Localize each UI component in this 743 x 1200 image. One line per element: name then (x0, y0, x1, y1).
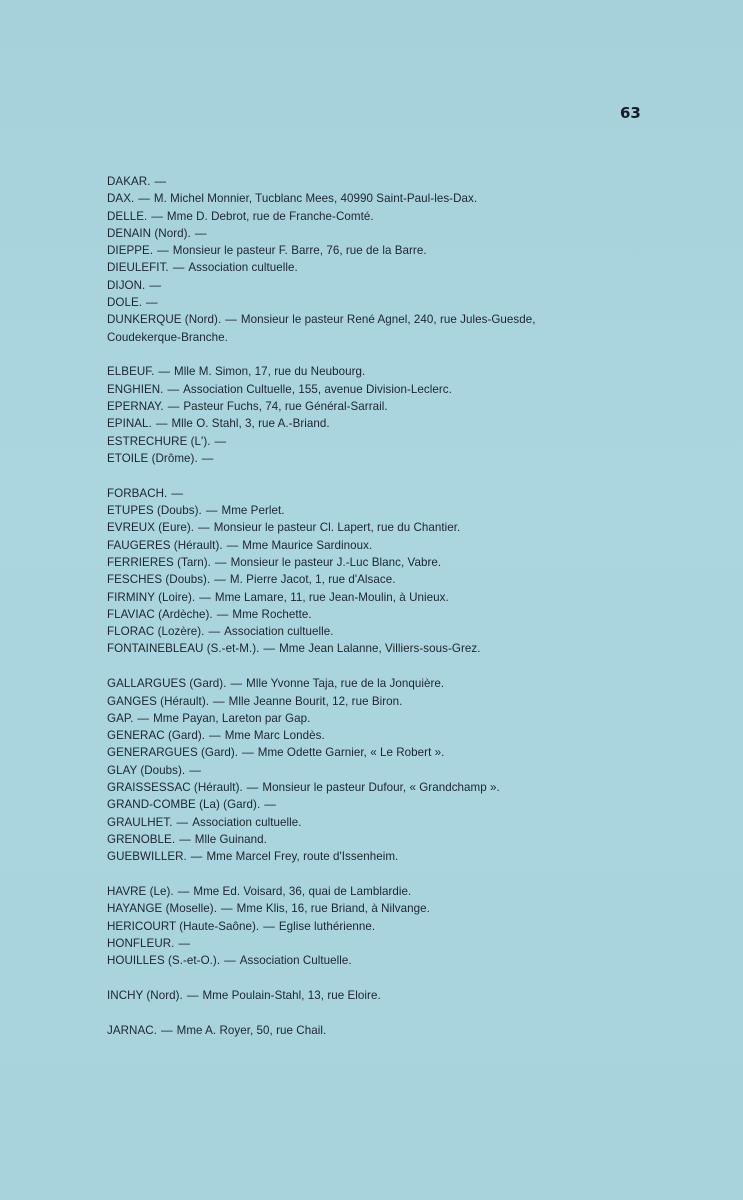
entry-dash: — (242, 746, 254, 760)
entry-place: GANGES (Hérault). (107, 694, 209, 708)
directory-entry (107, 554, 707, 571)
directory-entry (107, 571, 707, 588)
entry-dash: — (264, 798, 276, 812)
entry-detail: Pasteur Fuchs, 74, rue Général-Sarrail. (183, 400, 388, 414)
entry-place: FERRIERES (Tarn). (107, 555, 211, 569)
entry-place: FONTAINEBLEAU (S.-et-M.). (107, 642, 260, 656)
entry-detail: Mme Lamare, 11, rue Jean-Moulin, à Unieux. (214, 590, 449, 604)
entry-detail: Mme Klis, 16, rue Briand, à Nilvange. (236, 902, 430, 916)
entry-place: DENAIN (Nord). (107, 226, 191, 240)
entry-detail: Association cultuelle. (188, 261, 298, 275)
entry-place: FIRMINY (Loire). (107, 590, 196, 604)
directory-entry (107, 744, 707, 761)
entry-place: FORBACH. (107, 486, 168, 500)
entry-place: DOLE. (107, 296, 143, 310)
entry-dash: — (263, 642, 276, 656)
entry-dash: — (157, 244, 169, 258)
entry-detail: M. Pierre Jacot, 1, rue d'Alsace. (229, 573, 396, 587)
directory-entry (107, 883, 707, 900)
directory-entry (107, 935, 707, 952)
entry-dash: — (167, 382, 180, 396)
entry-detail: Mme Rochette. (232, 607, 312, 621)
directory-entry (107, 519, 707, 536)
entry-place: GRAULHET. (107, 815, 173, 829)
entry-dash: — (199, 590, 211, 604)
entry-detail: Mlle O. Stahl, 3, rue A.-Briand. (171, 417, 330, 431)
entry-dash: — (167, 400, 180, 414)
entry-detail: Mme Ed. Voisard, 36, quai de Lamblardie. (193, 884, 412, 898)
directory-entry (107, 190, 707, 207)
directory-entry (107, 433, 707, 450)
entry-dash: — (171, 486, 183, 500)
directory-entry (107, 796, 707, 813)
entry-detail: Mlle M. Simon, 17, rue du Neubourg. (174, 365, 366, 379)
entry-dash: — (201, 451, 214, 465)
entry-place: DIEULEFIT. (107, 261, 169, 275)
entry-place: GAP. (107, 711, 134, 725)
entry-detail: Monsieur le pasteur J.-Luc Blanc, Vabre. (230, 555, 442, 569)
directory-entry (107, 502, 707, 519)
entry-place: HERICOURT (Haute-Saône). (107, 919, 260, 933)
entry-place: GENERARGUES (Gard). (107, 746, 239, 760)
entry-place: ETUPES (Doubs). (107, 504, 202, 518)
entry-dash: — (214, 434, 227, 448)
entry-dash: — (186, 988, 199, 1002)
entry-place: EPINAL. (107, 417, 152, 431)
directory-entry (107, 363, 707, 380)
letter-group-i (107, 987, 707, 1004)
directory-entry (107, 450, 707, 467)
entry-detail: Monsieur le pasteur René Agnel, 240, rue Jules-Guesde, (240, 313, 536, 327)
directory-entry (107, 277, 707, 294)
directory-entry (107, 814, 707, 831)
entry-detail: Association Cultuelle, 155, avenue Division-Leclerc. (183, 382, 452, 396)
entry-dash: — (216, 607, 229, 621)
entry-place: GENERAC (Gard). (107, 729, 206, 743)
directory-entry (107, 987, 707, 1004)
directory-entry (107, 831, 707, 848)
entry-dash: — (190, 850, 203, 864)
entry-continuation: Coudekerque-Branche. (107, 330, 228, 344)
directory-entry (107, 779, 707, 796)
directory-entry (107, 848, 707, 865)
directory-entry (107, 485, 707, 502)
entry-place: EVREUX (Eure). (107, 521, 195, 535)
entry-detail: Mme Odette Garnier, « Le Robert ». (257, 746, 445, 760)
entry-dash: — (198, 521, 210, 535)
entry-place: ESTRECHURE (L'). (107, 434, 211, 448)
entry-dash: — (138, 192, 150, 206)
entry-dash: — (224, 954, 236, 968)
entry-detail: Mme Marcel Frey, route d'Issenheim. (206, 850, 399, 864)
entry-dash: — (149, 278, 161, 292)
entry-detail: Mme D. Debrot, rue de Franche-Comté. (166, 209, 374, 223)
directory-entry (107, 242, 707, 259)
entry-dash: — (137, 711, 150, 725)
entry-place: GUEBWILLER. (107, 850, 187, 864)
entry-detail: Monsieur le pasteur Dufour, « Grandchamp ». (262, 781, 500, 794)
entry-dash: — (225, 313, 237, 327)
entry-place: ETOILE (Drôme). (107, 451, 198, 465)
entry-detail: Mme A. Royer, 50, rue Chail. (176, 1023, 327, 1037)
entry-dash: — (208, 625, 221, 639)
letter-group-j (107, 1022, 707, 1039)
entry-dash: — (214, 555, 227, 569)
entry-dash: — (146, 296, 158, 310)
letter-group-g (107, 675, 707, 865)
entry-place: GALLARGUES (Gard). (107, 677, 227, 691)
directory-entry (107, 675, 707, 692)
entry-place: DIEPPE. (107, 244, 154, 258)
entry-place: GLAY (Doubs). (107, 763, 186, 777)
directory-entry (107, 727, 707, 744)
entry-detail: Mme Marc Londès. (224, 729, 325, 743)
directory-entry (107, 693, 707, 710)
entry-place: EPERNAY. (107, 400, 164, 414)
directory-entries (107, 173, 707, 1039)
entry-place: GRENOBLE. (107, 832, 176, 846)
directory-entry (107, 952, 707, 969)
entry-detail: Monsieur le pasteur Cl. Lapert, rue du Chantier. (213, 521, 461, 535)
entry-detail: Association cultuelle. (224, 625, 334, 639)
entry-detail: Association cultuelle. (192, 815, 302, 829)
entry-detail: Mlle Yvonne Taja, rue de la Jonquière. (246, 677, 445, 691)
directory-entry (107, 606, 707, 623)
directory-entry (107, 710, 707, 727)
entry-place: HOUILLES (S.-et-O.). (107, 954, 221, 968)
entry-place: FESCHES (Doubs). (107, 573, 211, 587)
entry-detail: Mme Perlet. (221, 504, 285, 518)
entry-dash: — (179, 832, 191, 846)
entry-dash: — (154, 175, 167, 188)
directory-entry (107, 623, 707, 640)
letter-group-d (107, 173, 707, 346)
entry-place: ENGHIEN. (107, 382, 164, 396)
entry-place: FLORAC (Lozère). (107, 625, 205, 639)
entry-place: DIJON. (107, 278, 146, 292)
directory-entry (107, 589, 707, 606)
entry-dash: — (230, 677, 243, 691)
entry-place: GRAND-COMBE (La) (Gard). (107, 798, 261, 812)
entry-place: DELLE. (107, 209, 148, 223)
directory-entry (107, 311, 707, 346)
letter-group-f (107, 485, 707, 658)
directory-entry (107, 259, 707, 276)
page-number: 63 (620, 104, 641, 122)
directory-entry (107, 173, 707, 190)
entry-dash: — (178, 936, 191, 950)
entry-dash: — (176, 815, 189, 829)
entry-detail: Monsieur le pasteur F. Barre, 76, rue de la Barre. (172, 244, 427, 258)
entry-place: GRAISSESSAC (Hérault). (107, 781, 243, 794)
entry-dash: — (221, 902, 233, 916)
directory-entry (107, 415, 707, 432)
entry-place: HAVRE (Le). (107, 884, 174, 898)
entry-dash: — (263, 919, 275, 933)
entry-place: DAKAR. (107, 175, 151, 188)
entry-detail: Mme Poulain-Stahl, 13, rue Eloire. (202, 988, 381, 1002)
directory-entry (107, 225, 707, 242)
letter-group-e (107, 363, 707, 467)
entry-detail: M. Michel Monnier, Tucblanc Mees, 40990 Saint-Paul-les-Dax. (153, 192, 478, 206)
entry-dash: — (160, 1023, 173, 1037)
directory-entry (107, 294, 707, 311)
directory-entry (107, 762, 707, 779)
entry-place: FLAVIAC (Ardèche). (107, 607, 213, 621)
entry-place: INCHY (Nord). (107, 988, 183, 1002)
directory-entry (107, 640, 707, 657)
entry-dash: — (209, 729, 221, 743)
directory-entry (107, 918, 707, 935)
entry-dash: — (205, 504, 218, 518)
entry-detail: Mme Jean Lalanne, Villiers-sous-Grez. (279, 642, 481, 656)
entry-dash: — (213, 694, 225, 708)
entry-dash: — (177, 884, 190, 898)
entry-dash: — (155, 417, 168, 431)
directory-entry (107, 537, 707, 554)
directory-entry (107, 398, 707, 415)
entry-detail: Eglise luthérienne. (278, 919, 376, 933)
entry-dash: — (158, 365, 171, 379)
entry-place: HONFLEUR. (107, 936, 175, 950)
entry-dash: — (214, 573, 226, 587)
entry-detail: Mlle Jeanne Bourit, 12, rue Biron. (228, 694, 403, 708)
entry-dash: — (194, 226, 207, 240)
directory-entry (107, 1022, 707, 1039)
letter-group-h (107, 883, 707, 969)
directory-entry (107, 208, 707, 225)
entry-place: ELBEUF. (107, 365, 155, 379)
entry-dash: — (226, 538, 239, 552)
entry-dash: — (151, 209, 163, 223)
entry-detail: Mme Payan, Lareton par Gap. (153, 711, 311, 725)
entry-place: JARNAC. (107, 1023, 157, 1037)
entry-detail: Mme Maurice Sardinoux. (242, 538, 373, 552)
entry-place: DUNKERQUE (Nord). (107, 313, 222, 327)
entry-place: HAYANGE (Moselle). (107, 902, 217, 916)
entry-dash: — (189, 763, 201, 777)
entry-dash: — (246, 781, 259, 794)
directory-entry (107, 900, 707, 917)
entry-detail: Association Cultuelle. (239, 954, 352, 968)
entry-dash: — (172, 261, 185, 275)
directory-entry (107, 381, 707, 398)
entry-detail: Mlle Guinand. (194, 832, 267, 846)
entry-place: FAUGERES (Hérault). (107, 538, 223, 552)
entry-place: DAX. (107, 192, 135, 206)
